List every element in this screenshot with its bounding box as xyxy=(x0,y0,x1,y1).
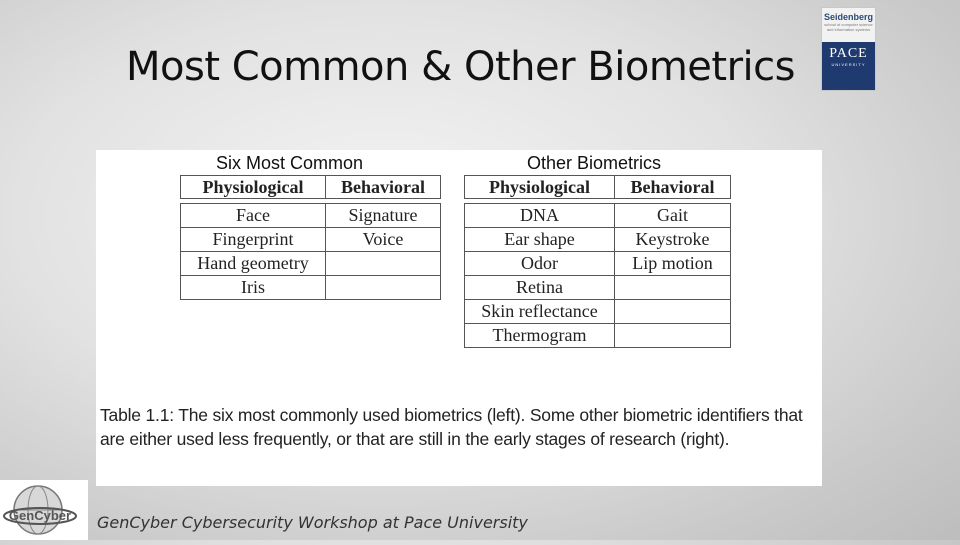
table-cell xyxy=(615,276,731,300)
table-cell: Voice xyxy=(326,228,441,252)
table-row xyxy=(181,204,441,228)
table-cell: Hand geometry xyxy=(181,252,326,276)
footer-workshop-text: GenCyber Cybersecurity Workshop at Pace University xyxy=(97,513,528,532)
table-cell: Face xyxy=(181,204,326,228)
table-cell: Keystroke xyxy=(615,228,731,252)
table-row xyxy=(465,204,731,228)
table-row xyxy=(181,252,441,276)
logo-tagline: school of computer science and information systems xyxy=(824,22,873,32)
column-header-behavioral: Behavioral xyxy=(326,176,441,199)
table-cell: Ear shape xyxy=(465,228,615,252)
logo-university: PACE xyxy=(829,46,868,61)
gencyber-logo-text: GenCyber xyxy=(8,508,72,523)
column-header-physiological: Physiological xyxy=(181,176,326,199)
table-caption: Table 1.1: The six most commonly used biometrics (left). Some other biometric identifiers that are either used less frequently, or that are still in the early stages of research (right). xyxy=(100,405,803,449)
logo-bottom xyxy=(822,42,875,90)
right-table-caption: Other Biometrics xyxy=(527,153,662,173)
table-cell: Retina xyxy=(465,276,615,300)
table-cell xyxy=(326,252,441,276)
table-row xyxy=(181,228,441,252)
table-cell xyxy=(615,300,731,324)
table-cell: Odor xyxy=(465,252,615,276)
left-table-caption: Six Most Common xyxy=(216,153,364,173)
gencyber-logo xyxy=(0,480,88,540)
other-biometrics-table xyxy=(464,175,731,348)
column-header-behavioral: Behavioral xyxy=(615,176,731,199)
column-header-physiological: Physiological xyxy=(465,176,615,199)
table-cell: Thermogram xyxy=(465,324,615,348)
table-cell: Iris xyxy=(181,276,326,300)
table-cell xyxy=(326,276,441,300)
table-cell: Fingerprint xyxy=(181,228,326,252)
table-cell xyxy=(615,324,731,348)
most-common-biometrics-table xyxy=(180,175,441,300)
table-cell: Gait xyxy=(615,204,731,228)
table-cell: Lip motion xyxy=(615,252,731,276)
logo-top xyxy=(822,8,875,42)
table-row xyxy=(465,228,731,252)
table-row xyxy=(465,300,731,324)
table-cell: Skin reflectance xyxy=(465,300,615,324)
table-row xyxy=(181,276,441,300)
logo-brand: Seidenberg xyxy=(823,12,873,22)
table-row xyxy=(465,324,731,348)
slide-title: Most Common & Other Biometrics xyxy=(126,44,795,90)
pace-seidenberg-logo xyxy=(821,7,876,91)
logo-university-sub: UNIVERSITY xyxy=(831,62,866,67)
table-row xyxy=(465,252,731,276)
table-cell: Signature xyxy=(326,204,441,228)
table-row xyxy=(465,276,731,300)
table-header-row xyxy=(465,176,731,199)
gencyber-globe-icon xyxy=(0,480,88,540)
table-cell: DNA xyxy=(465,204,615,228)
table-header-row xyxy=(181,176,441,199)
